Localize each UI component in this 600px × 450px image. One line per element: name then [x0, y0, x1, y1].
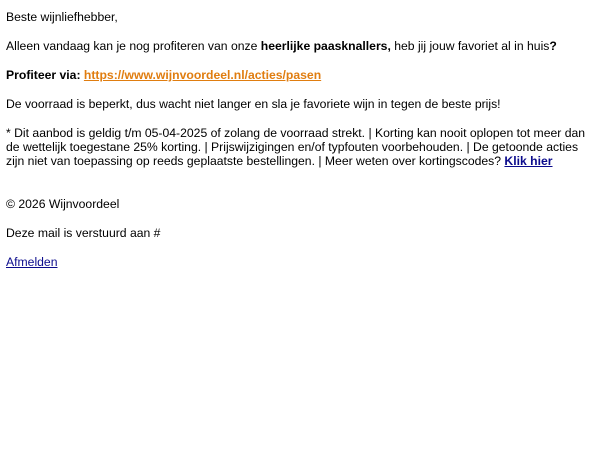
- sent-to-notice: Deze mail is verstuurd aan #: [6, 226, 161, 240]
- intro-question-mark: ?: [549, 39, 557, 53]
- profit-paragraph: [6, 68, 594, 82]
- disclaimer-text: * Dit aanbod is geldig t/m 05-04-2025 of zolang de voorraad strekt. | Korting kan nooit oplopen tot meer dan de wettelijk toegestane 25% korting. | Prijswijzigingen en/of typfouten voorbehouden. | De getoonde acties zijn niet van toepassing op reeds geplaatste bestellingen. | Meer weten over kortingscodes?: [6, 126, 586, 168]
- greeting: Beste wijnliefhebber,: [6, 10, 118, 24]
- profit-label: Profiteer via:: [6, 68, 81, 82]
- copyright: © 2026 Wijnvoordeel: [6, 197, 120, 211]
- unsubscribe-link[interactable]: Afmelden: [6, 255, 58, 269]
- stock-paragraph: De voorraad is beperkt, dus wacht niet langer en sla je favoriete wijn in tegen de beste prijs!: [6, 97, 501, 111]
- promo-link[interactable]: https://www.wijnvoordeel.nl/acties/pasen: [83, 68, 322, 82]
- unsubscribe-paragraph: [6, 255, 594, 269]
- intro-highlight: heerlijke paasknallers,: [260, 39, 391, 53]
- intro-text: Alleen vandaag kan je nog profiteren van onze: [6, 39, 261, 53]
- intro-text-end: heb jij jouw favoriet al in huis: [390, 39, 550, 53]
- intro-paragraph: [6, 39, 594, 53]
- disclaimer-paragraph: [6, 126, 594, 168]
- discount-info-link[interactable]: Klik hier: [504, 154, 553, 168]
